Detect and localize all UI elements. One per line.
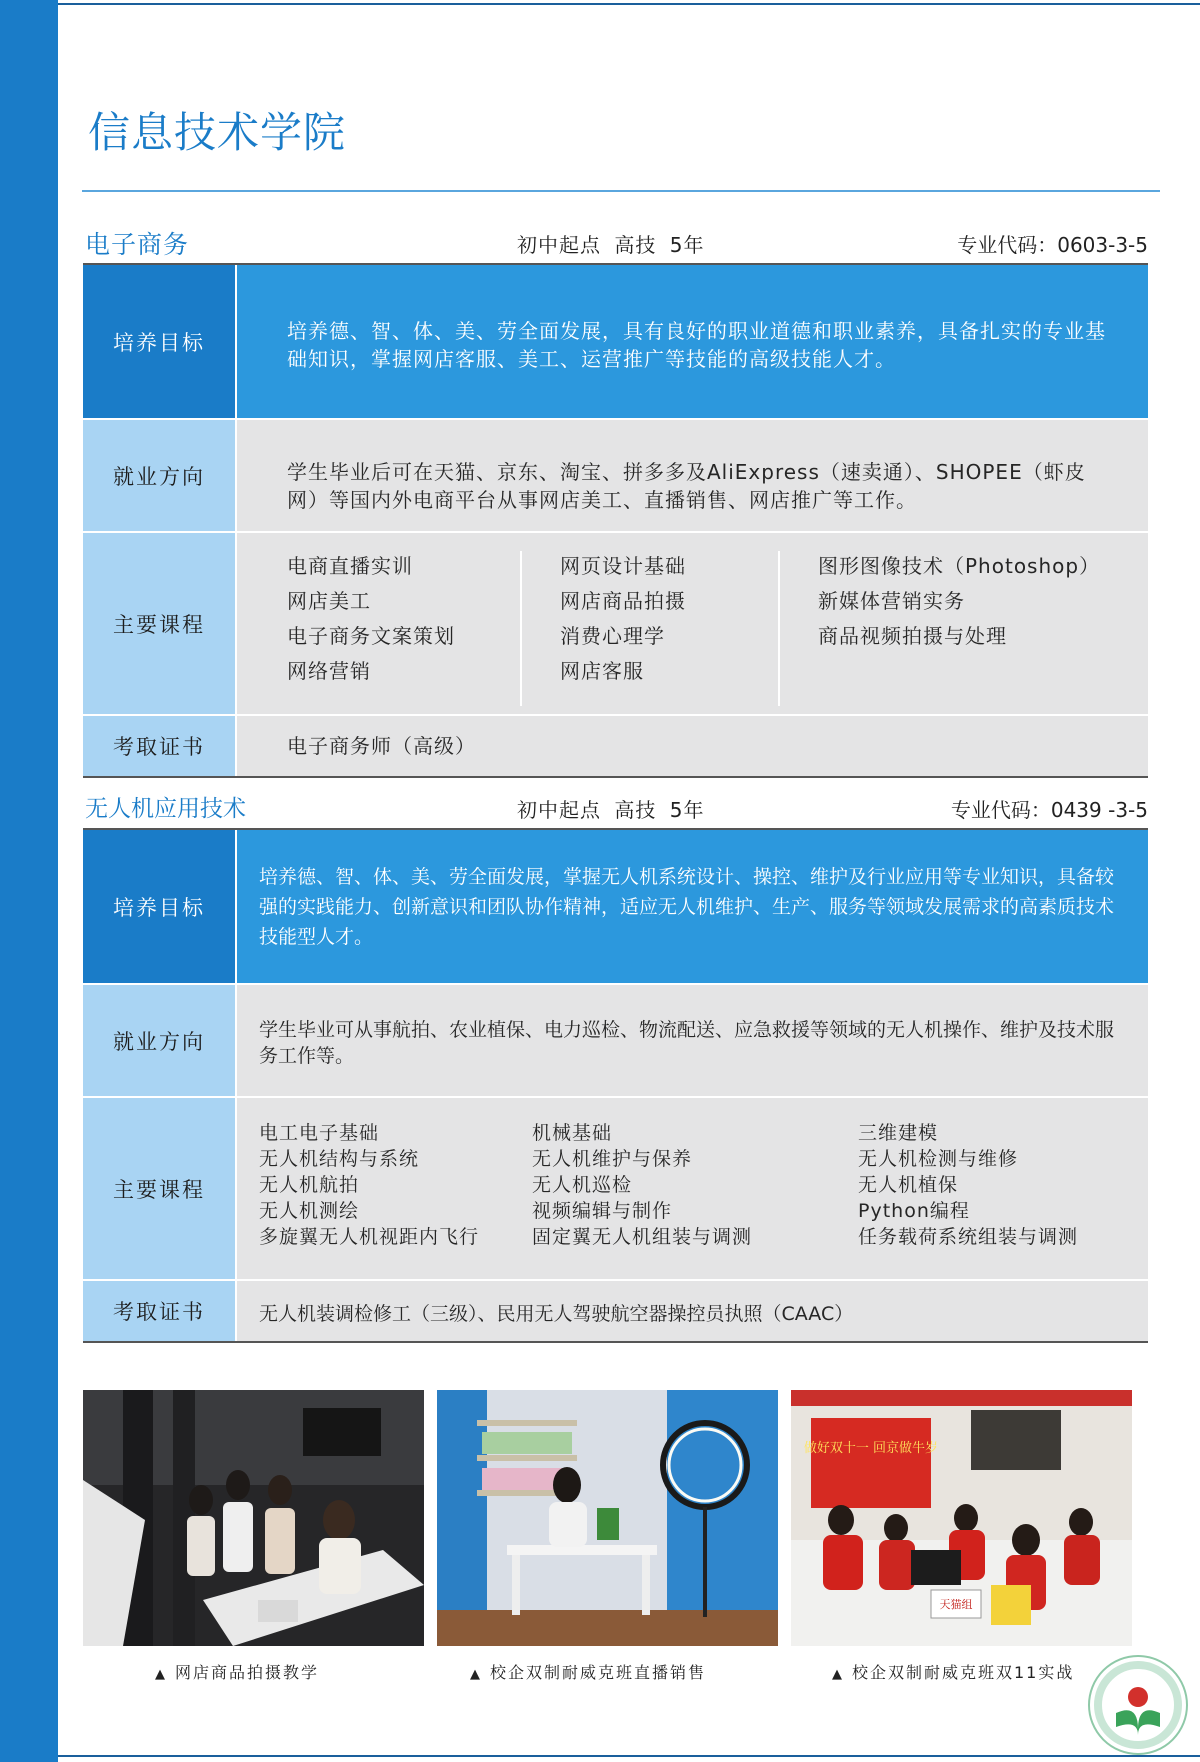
row-goal <box>83 265 1148 420</box>
title-divider <box>82 190 1160 192</box>
course-item: 网店客服 <box>560 659 644 683</box>
row-certificate <box>83 716 1148 776</box>
course-item: 网店商品拍摄 <box>560 589 686 613</box>
course-item: 无人机维护与保养 <box>532 1148 693 1170</box>
course-item: 多旋翼无人机视距内飞行 <box>259 1226 480 1248</box>
seal-emblem-icon <box>1090 1657 1186 1753</box>
course-item: 无人机检测与维修 <box>858 1148 1019 1170</box>
course-item: 电子商务文案策划 <box>287 624 455 648</box>
photo-live-selling-image <box>437 1390 778 1646</box>
banner-text: 做好双十一 回京做牛岁 <box>803 1441 939 1456</box>
school-seal-logo <box>1088 1655 1188 1755</box>
row-label: 主要课程 <box>83 1098 237 1279</box>
course-column <box>780 549 1100 714</box>
course-item: 无人机航拍 <box>259 1174 360 1196</box>
section-code: 专业代码：0439 -3-5 <box>950 798 1148 822</box>
row-label: 考取证书 <box>83 1281 237 1341</box>
course-item: 视频编辑与制作 <box>532 1200 673 1222</box>
course-column <box>532 1120 858 1279</box>
row-content <box>237 420 1148 531</box>
row-label: 就业方向 <box>83 985 237 1096</box>
course-item: 固定翼无人机组装与调测 <box>532 1226 753 1248</box>
row-content <box>237 533 1148 714</box>
course-item: 商品视频拍摄与处理 <box>818 624 1007 648</box>
section-header-drone <box>83 790 1148 830</box>
caption-text: 网店商品拍摄教学 <box>175 1663 320 1682</box>
row-goal <box>83 830 1148 985</box>
row-content <box>237 985 1148 1096</box>
row-content <box>237 716 1148 776</box>
row-certificate <box>83 1281 1148 1341</box>
course-column <box>522 549 780 714</box>
job-text: 学生毕业后可在天猫、京东、淘宝、拼多多及AliExpress（速卖通）、SHOPEE（虾皮网）等国内外电商平台从事网店美工、直播销售、网店推广等工作。 <box>287 460 1086 512</box>
section-header-ecommerce <box>83 225 1148 265</box>
row-label: 考取证书 <box>83 716 237 776</box>
triangle-icon: ▲ <box>832 1667 844 1682</box>
section-name: 无人机应用技术 <box>85 796 246 822</box>
left-sidebar-band <box>0 0 58 1762</box>
row-content <box>237 265 1148 418</box>
course-item: 电工电子基础 <box>259 1122 380 1144</box>
bottom-rule <box>58 1755 1200 1757</box>
course-item: 图形图像技术（Photoshop） <box>818 554 1101 578</box>
course-column <box>259 1120 532 1279</box>
goal-text: 培养德、智、体、美、劳全面发展，掌握无人机系统设计、操控、维护及行业应用等专业知识，具备较强的实践能力、创新意识和团队协作精神，适应无人机维护、生产、服务等领域发展需求的高素质技术技能型人才。 <box>259 866 1115 948</box>
photo-double11 <box>791 1390 1132 1646</box>
row-job <box>83 985 1148 1098</box>
course-item: 无人机测绘 <box>259 1200 360 1222</box>
course-item: 网络营销 <box>287 659 371 683</box>
row-label: 主要课程 <box>83 533 237 714</box>
ecommerce-table <box>83 263 1148 778</box>
course-column <box>858 1120 1078 1279</box>
caption-text: 校企双制耐威克班直播销售 <box>490 1663 707 1682</box>
row-courses <box>83 1098 1148 1281</box>
row-job <box>83 420 1148 533</box>
section-meta: 初中起点 高技 5年 <box>517 233 705 257</box>
top-rule <box>58 3 1200 5</box>
job-text: 学生毕业可从事航拍、农业植保、电力巡检、物流配送、应急救援等领域的无人机操作、维护及技术服务工作等。 <box>259 1019 1115 1067</box>
row-content <box>237 1098 1148 1279</box>
course-item: 无人机植保 <box>858 1174 959 1196</box>
caption-text: 校企双制耐威克班双11实战 <box>852 1663 1075 1682</box>
goal-text: 培养德、智、体、美、劳全面发展，具有良好的职业道德和职业素养，具备扎实的专业基础知识，掌握网店客服、美工、运营推广等技能的高级技能人才。 <box>287 319 1106 371</box>
row-label: 就业方向 <box>83 420 237 531</box>
section-code: 专业代码：0603-3-5 <box>957 233 1148 257</box>
row-courses <box>83 533 1148 716</box>
row-label: 培养目标 <box>83 830 237 983</box>
row-label: 培养目标 <box>83 265 237 418</box>
course-item: 网店美工 <box>287 589 371 613</box>
course-item: 新媒体营销实务 <box>818 589 965 613</box>
course-item: 无人机结构与系统 <box>259 1148 420 1170</box>
course-item: Python编程 <box>858 1200 970 1222</box>
photo-product-shooting <box>83 1390 424 1646</box>
course-item: 网页设计基础 <box>560 554 686 578</box>
course-column <box>287 549 522 714</box>
row-content <box>237 830 1148 983</box>
section-name: 电子商务 <box>85 230 190 259</box>
certificate-text: 电子商务师（高级） <box>287 734 476 758</box>
photo-caption <box>155 1660 319 1683</box>
row-content <box>237 1281 1148 1341</box>
course-item: 任务载荷系统组装与调测 <box>858 1226 1079 1248</box>
photo-live-selling <box>437 1390 778 1646</box>
course-item: 三维建模 <box>858 1122 939 1144</box>
triangle-icon: ▲ <box>155 1667 167 1682</box>
course-item: 机械基础 <box>532 1122 613 1144</box>
drone-table <box>83 828 1148 1343</box>
photo-double11-image <box>791 1390 1132 1646</box>
photo-caption <box>832 1660 1074 1683</box>
course-item: 电商直播实训 <box>287 554 413 578</box>
page-title: 信息技术学院 <box>88 108 347 157</box>
photo-product-shooting-image <box>83 1390 424 1646</box>
certificate-text: 无人机装调检修工（三级）、民用无人驾驶航空器操控员执照（CAAC） <box>259 1303 854 1325</box>
section-meta: 初中起点 高技 5年 <box>517 798 705 822</box>
course-item: 无人机巡检 <box>532 1174 633 1196</box>
triangle-icon: ▲ <box>470 1667 482 1682</box>
sign-text: 天猫组 <box>939 1598 973 1611</box>
photo-caption <box>470 1660 706 1683</box>
course-item: 消费心理学 <box>560 624 665 648</box>
